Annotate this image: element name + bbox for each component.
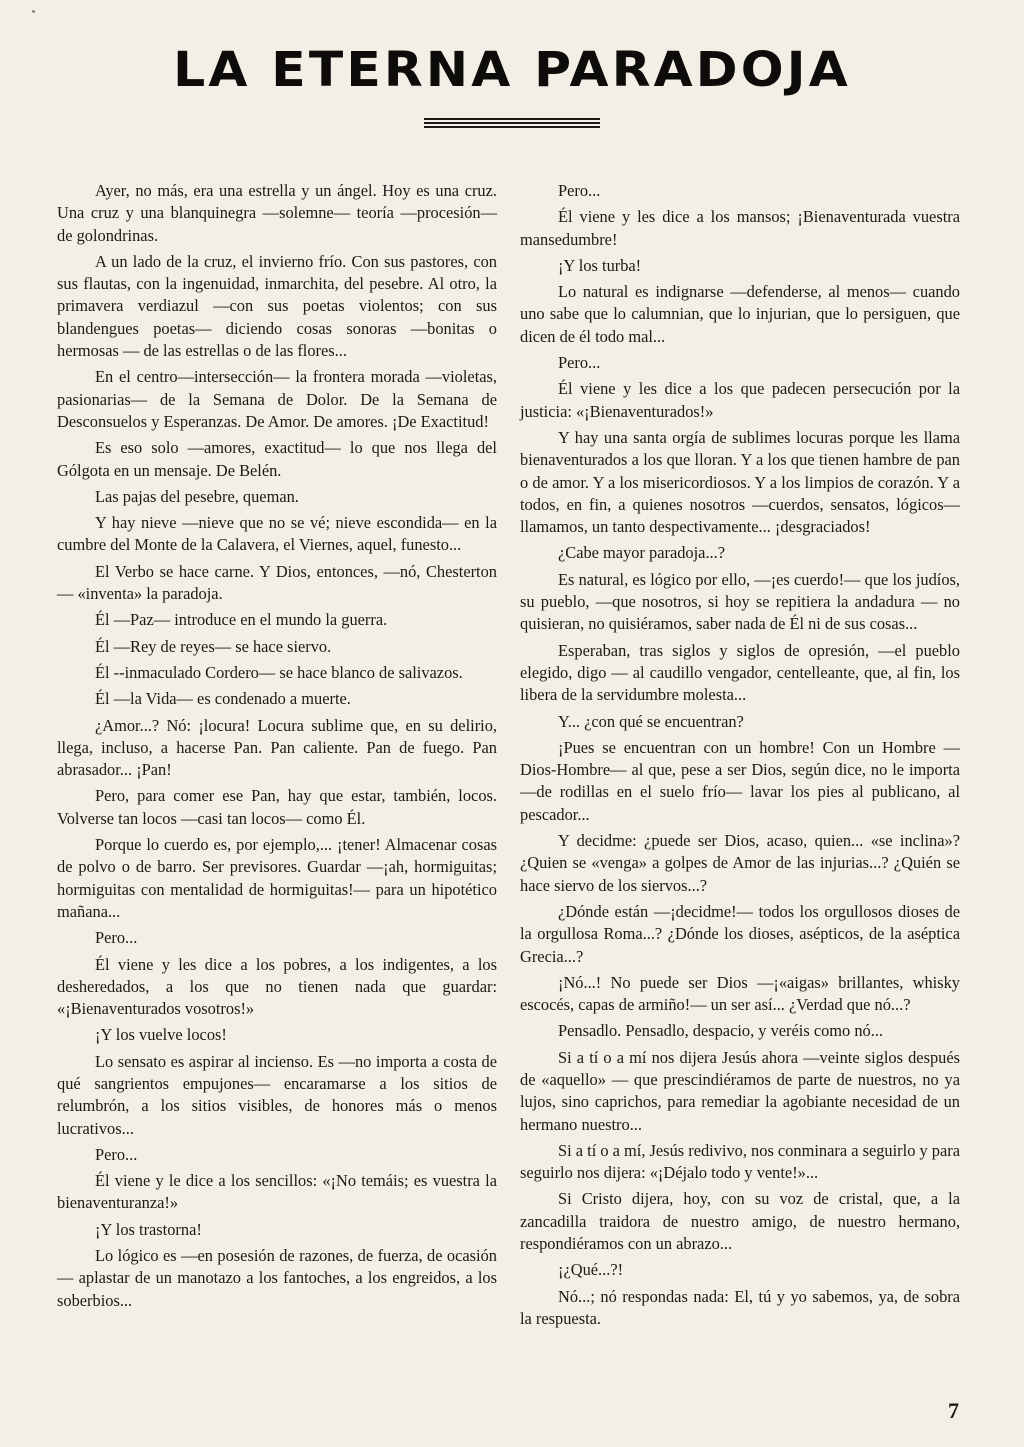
paragraph: ¡Y los turba! — [558, 255, 642, 275]
paragraph: El Verbo se hace carne. Y Dios, entonces, —nó, Chesterton— «inventa» la paradoja. — [57, 561, 497, 604]
paragraph: Pero... — [558, 181, 601, 200]
paragraph: Él viene y le dice a los sencillos: «¡No temáis; es vuestra la bienaventuranza!» — [57, 1171, 497, 1213]
paragraph: ¡Pues se encuentran con un hombre! Con un Hombre —Dios-Hombre— al que, pese a ser Dios, según dice, no le importa —de rodillas en el suelo frío— lavar los pies al publicano, al pescador... — [520, 737, 960, 824]
left-column — [57, 180, 497, 1316]
paragraph: Porque lo cuerdo es, por ejemplo,... ¡tener! Almacenar cosas de polvo o de barro. Ser previsores. Guardar —¡ah, hormiguitas; hormiguitas con mentalidad de hormiguitas!— para un hipotético mañana... — [57, 835, 497, 921]
paragraph: Pero... — [95, 1144, 138, 1164]
paragraph: ¡Y los trastorna! — [95, 1219, 202, 1239]
paragraph: ¿Cabe mayor paradoja...? — [558, 543, 726, 563]
paragraph: Él viene y les dice a los que padecen persecución por la justicia: «¡Bienaventurados!» — [520, 379, 960, 421]
paragraph: Esperaban, tras siglos y siglos de opresión, —el pueblo elegido, digo — al caudillo vengador, centelleante, que, al fin, los libera de la servidumbre molesta... — [520, 640, 960, 705]
paragraph: Lo natural es indignarse —defenderse, al menos— cuando uno sabe que lo calumnian, que lo injurian, que lo persiguen, que dicen de él todo mal... — [520, 282, 960, 346]
paragraph: Y decidme: ¿puede ser Dios, acaso, quien... «se inclina»? ¿Quien se «venga» a golpes de Amor de las injurias...? ¿Quién se hace siervo de los siervos...? — [520, 831, 960, 895]
page-number: 7 — [948, 1398, 959, 1423]
paragraph: Y hay una santa orgía de sublimes locuras porque les llama bienaventurados a los que lloran. Y a los que tienen hambre de pan o de amor. Y a los misericordiosos. Y a los limpios de corazón. Y a todos, en fin, a quienes nosotros —cuerdos, sensatos, lógicos— llamamos, un tanto despectivamente... ¡desgraciados! — [520, 427, 960, 537]
paragraph: Lo sensato es aspirar al incienso. Es —no importa a costa de qué sangrientos empujones— encaramarse a los sitios de relumbrón, a los sitios visibles, de honores más o menos lucrativos... — [57, 1051, 497, 1138]
paragraph: Él --inmaculado Cordero— se hace blanco de salivazos. — [95, 662, 463, 682]
paragraph: ¡Y los vuelve locos! — [95, 1025, 227, 1045]
title-rule — [424, 118, 600, 128]
paragraph: ¿Dónde están —¡decidme!— todos los orgullosos dioses de la orgullosa Roma...? ¿Dónde los dioses, asépticos, de la aséptica Grecia...? — [520, 901, 960, 966]
paragraph: Él —Rey de reyes— se hace siervo. — [95, 636, 332, 656]
paragraph: Las pajas del pesebre, queman. — [95, 486, 299, 506]
paragraph: Ayer, no más, era una estrella y un ángel. Hoy es una cruz. Una cruz y una blanquinegra —solemne— teoría —procesión— de golondrinas. — [57, 181, 497, 245]
paragraph: Si Cristo dijera, hoy, con su voz de cristal, que, a la zancadilla traidora de nuestro amigo, de nuestro hermano, respondiéramos con un abrazo... — [520, 1189, 960, 1254]
paragraph: Pero... — [95, 928, 138, 948]
paragraph: ¡¿Qué...?! — [558, 1260, 624, 1280]
paragraph: Y... ¿con qué se encuentran? — [558, 711, 744, 731]
paragraph: Él viene y les dice a los mansos; ¡Bienaventurada vuestra mansedumbre! — [520, 207, 960, 249]
paragraph: Y hay nieve —nieve que no se vé; nieve escondida— en la cumbre del Monte de la Calavera, el Viernes, aquel, funesto... — [57, 513, 497, 555]
paragraph: Pero... — [558, 353, 601, 373]
paragraph: ¡Nó...! No puede ser Dios —¡«aigas» brillantes, whisky escocés, capas de armiño!— un ser así... ¿Verdad que nó...? — [520, 972, 960, 1015]
paragraph: Es eso solo —amores, exactitud— lo que nos llega del Gólgota en un mensaje. De Belén. — [57, 438, 497, 480]
paragraph: Él —la Vida— es condenado a muerte. — [95, 689, 351, 709]
paragraph: Lo lógico es —en posesión de razones, de fuerza, de ocasión— aplastar de un manotazo a los fantoches, a los engreidos, a los soberbios... — [57, 1246, 497, 1310]
paragraph: A un lado de la cruz, el invierno frío. Con sus pastores, con sus flautas, con la ingenuidad, inmarchita, del pesebre. Al otro, la primavera verdiazul —con sus poetas violentos; con sus blandengues poetas— diciendo cosas sonoras —bonitas o hermosas — de las estrellas o de las flores... — [57, 251, 497, 361]
paragraph: Nó...; nó respondas nada: El, tú y yo sabemos, ya, de sobra la respuesta. — [520, 1286, 960, 1328]
paragraph: En el centro—intersección— la frontera morada —violetas, pasionarias— de la Semana de Dolor. De la Semana de Desconsuelos y Esperanzas. De Amor. De amores. ¡De Exactitud! — [57, 367, 497, 431]
paragraph: Él viene y les dice a los pobres, a los indigentes, a los desheredados, a los que no tienen nada que guardar: «¡Bienaventurados vosotros!» — [57, 954, 497, 1019]
paragraph: Pero, para comer ese Pan, hay que estar, también, locos. Volverse tan locos —casi tan locos— como Él. — [57, 786, 497, 828]
print-speck — [32, 10, 35, 13]
paragraph: Si a tí o a mí, Jesús redivivo, nos conminara a seguirlo y para seguirlo nos dijera: «¡Déjalo todo y vente!»... — [520, 1140, 960, 1183]
paragraph: Si a tí o a mí nos dijera Jesús ahora —veinte siglos después de «aquello» — que prescindiéramos de parte de nuestros, no ya lujos, sino caprichos, para remediar la agobiante necesidad de un hermano nuestro... — [520, 1047, 960, 1134]
paragraph: Él —Paz— introduce en el mundo la guerra. — [95, 610, 388, 630]
paragraph: Pensadlo. Pensadlo, despacio, y veréis como nó... — [558, 1021, 884, 1041]
article-title: LA ETERNA PARADOJA — [173, 42, 851, 98]
paragraph: ¿Amor...? Nó: ¡locura! Locura sublime que, en su delirio, llega, incluso, a hacerse Pan. Pan caliente. Pan de fuego. Pan abrasador... ¡Pan! — [57, 715, 497, 780]
paragraph: Es natural, es lógico por ello, —¡es cuerdo!— que los judíos, su pueblo, —que nosotros, si hoy se repitiera la andadura — no quisieran, no quisiéramos, saber nada de Él ni de sus cosas... — [520, 569, 960, 634]
right-column — [520, 180, 960, 1334]
